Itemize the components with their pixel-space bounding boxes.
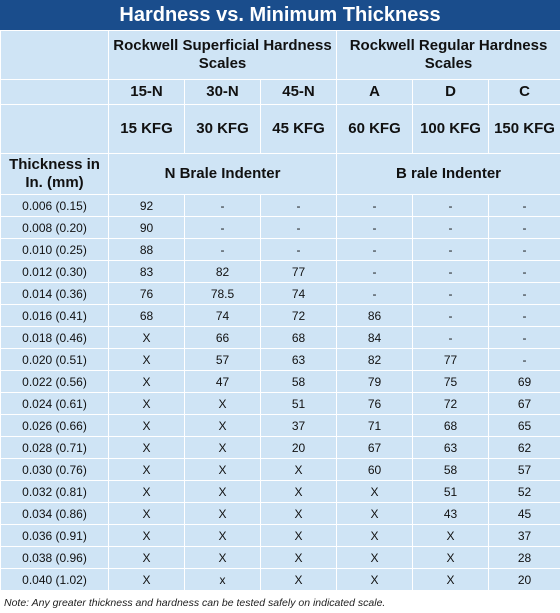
thickness-cell: 0.008 (0.20)	[1, 217, 109, 239]
value-cell: 83	[109, 261, 185, 283]
value-cell: -	[489, 283, 560, 305]
value-cell: X	[109, 371, 185, 393]
value-cell: 68	[413, 415, 489, 437]
value-cell: 71	[337, 415, 413, 437]
value-cell: 74	[185, 305, 261, 327]
load-header: 45 KFG	[261, 105, 337, 154]
value-cell: X	[261, 481, 337, 503]
value-cell: -	[489, 349, 560, 371]
value-cell: X	[413, 547, 489, 569]
table-row	[1, 217, 560, 239]
thickness-cell: 0.026 (0.66)	[1, 415, 109, 437]
value-cell: x	[185, 569, 261, 591]
load-header: 60 KFG	[337, 105, 413, 154]
table-row	[1, 393, 560, 415]
thickness-cell: 0.006 (0.15)	[1, 195, 109, 217]
thickness-cell: 0.010 (0.25)	[1, 239, 109, 261]
value-cell: X	[337, 481, 413, 503]
value-cell: X	[109, 327, 185, 349]
value-cell: 45	[489, 503, 560, 525]
scale-header: 30-N	[185, 80, 261, 105]
value-cell: 68	[109, 305, 185, 327]
thickness-column-header: Thickness in In. (mm)	[1, 154, 109, 195]
value-cell: X	[109, 481, 185, 503]
value-cell: 37	[489, 525, 560, 547]
thickness-cell: 0.018 (0.46)	[1, 327, 109, 349]
value-cell: -	[489, 327, 560, 349]
value-cell: 67	[489, 393, 560, 415]
value-cell: -	[413, 217, 489, 239]
value-cell: 78.5	[185, 283, 261, 305]
value-cell: X	[413, 569, 489, 591]
value-cell: X	[337, 503, 413, 525]
value-cell: X	[337, 547, 413, 569]
table-row	[1, 481, 560, 503]
thickness-cell: 0.030 (0.76)	[1, 459, 109, 481]
value-cell: -	[413, 305, 489, 327]
scale-header: 15-N	[109, 80, 185, 105]
value-cell: -	[261, 217, 337, 239]
thickness-cell: 0.028 (0.71)	[1, 437, 109, 459]
value-cell: 90	[109, 217, 185, 239]
value-cell: 47	[185, 371, 261, 393]
value-cell: X	[185, 547, 261, 569]
value-cell: X	[109, 393, 185, 415]
value-cell: 51	[413, 481, 489, 503]
value-cell: 52	[489, 481, 560, 503]
table-row	[1, 261, 560, 283]
value-cell: 37	[261, 415, 337, 437]
value-cell: 28	[489, 547, 560, 569]
value-cell: -	[413, 195, 489, 217]
table-row	[1, 349, 560, 371]
value-cell: 75	[413, 371, 489, 393]
scale-header: A	[337, 80, 413, 105]
value-cell: 86	[337, 305, 413, 327]
value-cell: 65	[489, 415, 560, 437]
table-row	[1, 195, 560, 217]
value-cell: 67	[337, 437, 413, 459]
table-row	[1, 569, 560, 591]
thickness-cell: 0.040 (1.02)	[1, 569, 109, 591]
value-cell: X	[109, 459, 185, 481]
thickness-cell: 0.032 (0.81)	[1, 481, 109, 503]
scale-header: C	[489, 80, 560, 105]
regular-group-header: Rockwell Regular Hardness Scales	[337, 31, 560, 80]
value-cell: X	[261, 503, 337, 525]
value-cell: X	[109, 437, 185, 459]
value-cell: 82	[337, 349, 413, 371]
value-cell: 66	[185, 327, 261, 349]
value-cell: X	[261, 459, 337, 481]
value-cell: X	[337, 525, 413, 547]
value-cell: 84	[337, 327, 413, 349]
value-cell: -	[413, 239, 489, 261]
thickness-cell: 0.016 (0.41)	[1, 305, 109, 327]
thickness-cell: 0.014 (0.36)	[1, 283, 109, 305]
thickness-cell: 0.036 (0.91)	[1, 525, 109, 547]
load-header: 30 KFG	[185, 105, 261, 154]
table-row	[1, 437, 560, 459]
thickness-cell: 0.022 (0.56)	[1, 371, 109, 393]
group-header-row	[1, 31, 560, 80]
value-cell: -	[413, 283, 489, 305]
value-cell: 69	[489, 371, 560, 393]
value-cell: -	[489, 239, 560, 261]
scale-header-row	[1, 80, 560, 105]
value-cell: 74	[261, 283, 337, 305]
value-cell: X	[109, 503, 185, 525]
thickness-cell: 0.020 (0.51)	[1, 349, 109, 371]
value-cell: -	[185, 217, 261, 239]
value-cell: -	[337, 195, 413, 217]
value-cell: X	[185, 525, 261, 547]
value-cell: 77	[413, 349, 489, 371]
table-row	[1, 415, 560, 437]
value-cell: X	[109, 349, 185, 371]
table-row	[1, 305, 560, 327]
value-cell: 63	[261, 349, 337, 371]
value-cell: -	[185, 239, 261, 261]
scale-header: D	[413, 80, 489, 105]
brale-indenter-header: B rale Indenter	[337, 154, 560, 195]
value-cell: 57	[185, 349, 261, 371]
value-cell: 82	[185, 261, 261, 283]
value-cell: 76	[337, 393, 413, 415]
table-row	[1, 459, 560, 481]
value-cell: 77	[261, 261, 337, 283]
value-cell: 58	[261, 371, 337, 393]
load-header: 100 KFG	[413, 105, 489, 154]
value-cell: -	[337, 239, 413, 261]
value-cell: X	[337, 569, 413, 591]
value-cell: 62	[489, 437, 560, 459]
value-cell: -	[489, 195, 560, 217]
value-cell: X	[261, 547, 337, 569]
value-cell: X	[185, 459, 261, 481]
value-cell: 51	[261, 393, 337, 415]
value-cell: 68	[261, 327, 337, 349]
thickness-cell: 0.038 (0.96)	[1, 547, 109, 569]
thickness-cell: 0.012 (0.30)	[1, 261, 109, 283]
value-cell: X	[261, 525, 337, 547]
n-brale-indenter-header: N Brale Indenter	[109, 154, 337, 195]
value-cell: 79	[337, 371, 413, 393]
value-cell: 88	[109, 239, 185, 261]
value-cell: X	[109, 569, 185, 591]
value-cell: 57	[489, 459, 560, 481]
value-cell: -	[337, 261, 413, 283]
value-cell: 20	[261, 437, 337, 459]
thickness-cell: 0.034 (0.86)	[1, 503, 109, 525]
corner-cell	[1, 80, 109, 105]
value-cell: -	[261, 195, 337, 217]
table-row	[1, 525, 560, 547]
value-cell: -	[413, 261, 489, 283]
thickness-cell: 0.024 (0.61)	[1, 393, 109, 415]
table-row	[1, 283, 560, 305]
value-cell: 92	[109, 195, 185, 217]
superficial-group-header: Rockwell Superficial Hardness Scales	[109, 31, 337, 80]
value-cell: 43	[413, 503, 489, 525]
load-header: 15 KFG	[109, 105, 185, 154]
load-header: 150 KFG	[489, 105, 560, 154]
value-cell: X	[261, 569, 337, 591]
value-cell: X	[185, 393, 261, 415]
value-cell: X	[185, 415, 261, 437]
value-cell: 20	[489, 569, 560, 591]
value-cell: 72	[261, 305, 337, 327]
value-cell: 58	[413, 459, 489, 481]
table-title: Hardness vs. Minimum Thickness	[0, 0, 560, 30]
hardness-table	[0, 30, 560, 591]
value-cell: -	[337, 217, 413, 239]
value-cell: X	[185, 503, 261, 525]
value-cell: -	[489, 217, 560, 239]
value-cell: X	[185, 481, 261, 503]
value-cell: -	[261, 239, 337, 261]
footnote: Note: Any greater thickness and hardness can be tested safely on indicated scale.	[4, 597, 386, 609]
value-cell: 60	[337, 459, 413, 481]
value-cell: X	[109, 547, 185, 569]
value-cell: -	[185, 195, 261, 217]
value-cell: X	[109, 415, 185, 437]
table-row	[1, 327, 560, 349]
value-cell: X	[413, 525, 489, 547]
load-header-row	[1, 105, 560, 154]
value-cell: -	[413, 327, 489, 349]
table-row	[1, 503, 560, 525]
value-cell: -	[489, 261, 560, 283]
scale-header: 45-N	[261, 80, 337, 105]
value-cell: -	[337, 283, 413, 305]
value-cell: 63	[413, 437, 489, 459]
value-cell: 76	[109, 283, 185, 305]
value-cell: 72	[413, 393, 489, 415]
table-row	[1, 371, 560, 393]
corner-cell	[1, 31, 109, 80]
corner-cell	[1, 105, 109, 154]
table-row	[1, 547, 560, 569]
table-row	[1, 239, 560, 261]
indenter-header-row	[1, 154, 560, 195]
value-cell: -	[489, 305, 560, 327]
value-cell: X	[185, 437, 261, 459]
value-cell: X	[109, 525, 185, 547]
